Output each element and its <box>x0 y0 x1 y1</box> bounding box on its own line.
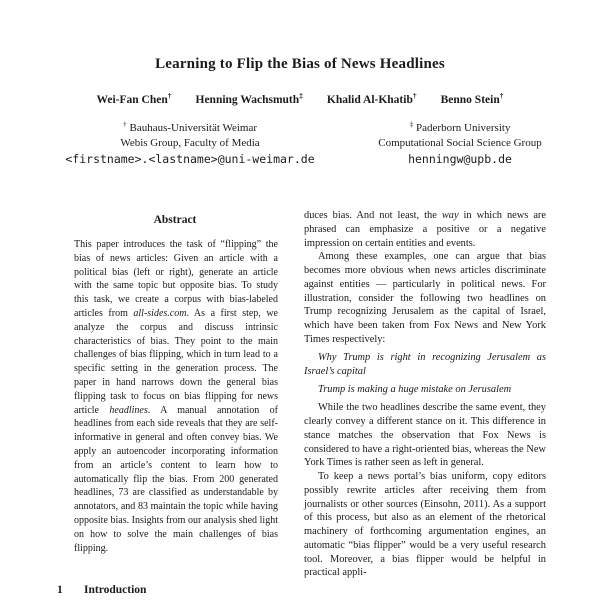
author-line <box>0 91 600 106</box>
abstract-text: This paper introduces the task of “flipping” the bias of news articles: Given an article with a political bias (left or right), generate an article with the same topic but opposite bias. To study this task, we create a corpus with bias-labeled articles from all-sides.com. As a first step, we analyze the corpus and discuss intrinsic characteristics of bias. They point to the main challenges of bias flipping, which in turn lead to a specific setting in the generation process. The paper in hand narrows down the general bias flipping task to focus on bias flipping for news article headlines. A manual annotation of headlines from each side reveals that they are self-informative in general and often convey bias. We apply an autoencoder incorporating information from an article’s content to learn how to automatically flip the bias. From 200 generated headlines, 73 are classified as understandable by annotators, and 83 maintain the topic while having opposite bias. Insights from our analysis shed light on how to solve the main challenges of bias flipping. <box>74 239 279 554</box>
headline-quote-fox-news: Why Trump is right in recognizing Jerusalem as Israel’s capital <box>304 352 546 377</box>
right-column <box>304 209 546 580</box>
paper-title: Learning to Flip the Bias of News Headlines <box>155 56 445 72</box>
affiliation-group: Webis Group, Faculty of Media <box>120 136 260 149</box>
abstract-heading: Abstract <box>153 214 197 226</box>
affiliation-paderborn <box>340 121 580 167</box>
body-paragraph: To keep a news portal’s bias uniform, copy editors possibly rewrite articles after receiving them from journalists or other sources (Einsohn, 2011). As a support of this process, but also as an element of the rhetorical machinery of forthcoming argumentation engines, an automatic “bias flipper” would be a very useful research tool. Moreover, a bias flipper would be helpful in practical appli- <box>304 471 546 579</box>
affiliation-email: henningw@upb.de <box>408 152 512 166</box>
author-name: Khalid Al-Khatib† <box>326 91 417 106</box>
author-affiliation-mark: † <box>499 91 504 101</box>
author-affiliation-mark: † <box>412 91 417 101</box>
headline-quote-new-york-times: Trump is making a huge mistake on Jerusalem <box>318 384 512 395</box>
body-paragraph: Among these examples, one can argue that bias becomes more obvious when news articles discriminate against entities — particularly in political news. For illustration, consider the following two headlines on Trump recognizing Jerusalem as the capital of Israel, which have been taken from Fox News and New York Times respectively: <box>304 251 546 345</box>
affiliation-email: <firstname>.<lastname>@uni-weimar.de <box>65 152 315 166</box>
affiliation-institution: † Bauhaus-Universität Weimar <box>122 119 257 134</box>
affiliation-weimar <box>40 121 340 167</box>
section-number: 1 <box>57 584 63 596</box>
author-name: Wei-Fan Chen† <box>96 91 172 106</box>
section-title: Introduction <box>84 584 147 596</box>
author-name: Benno Stein† <box>440 91 504 106</box>
author-affiliation-mark: ‡ <box>299 91 303 101</box>
section-heading-introduction <box>57 584 146 596</box>
affiliation-group: Computational Social Science Group <box>378 136 542 149</box>
affiliation-institution: ‡ Paderborn University <box>409 119 511 134</box>
affiliations-row <box>40 121 580 167</box>
body-paragraph: duces bias. And not least, the way in which news are phrased can emphasize a positive or a negative impression on certain entities and events. <box>304 210 546 249</box>
left-column <box>55 214 295 555</box>
affiliation-mark: ‡ <box>409 119 414 129</box>
author-name: Henning Wachsmuth‡ <box>195 91 303 106</box>
author-affiliation-mark: † <box>167 91 172 101</box>
body-paragraph: While the two headlines describe the same event, they clearly convey a different stance on it. This difference in stance matches the observation that Fox News is considered to have a right-oriented bias, whereas the New York Times is rather seen as left in general. <box>304 402 546 469</box>
affiliation-mark: † <box>122 119 127 129</box>
